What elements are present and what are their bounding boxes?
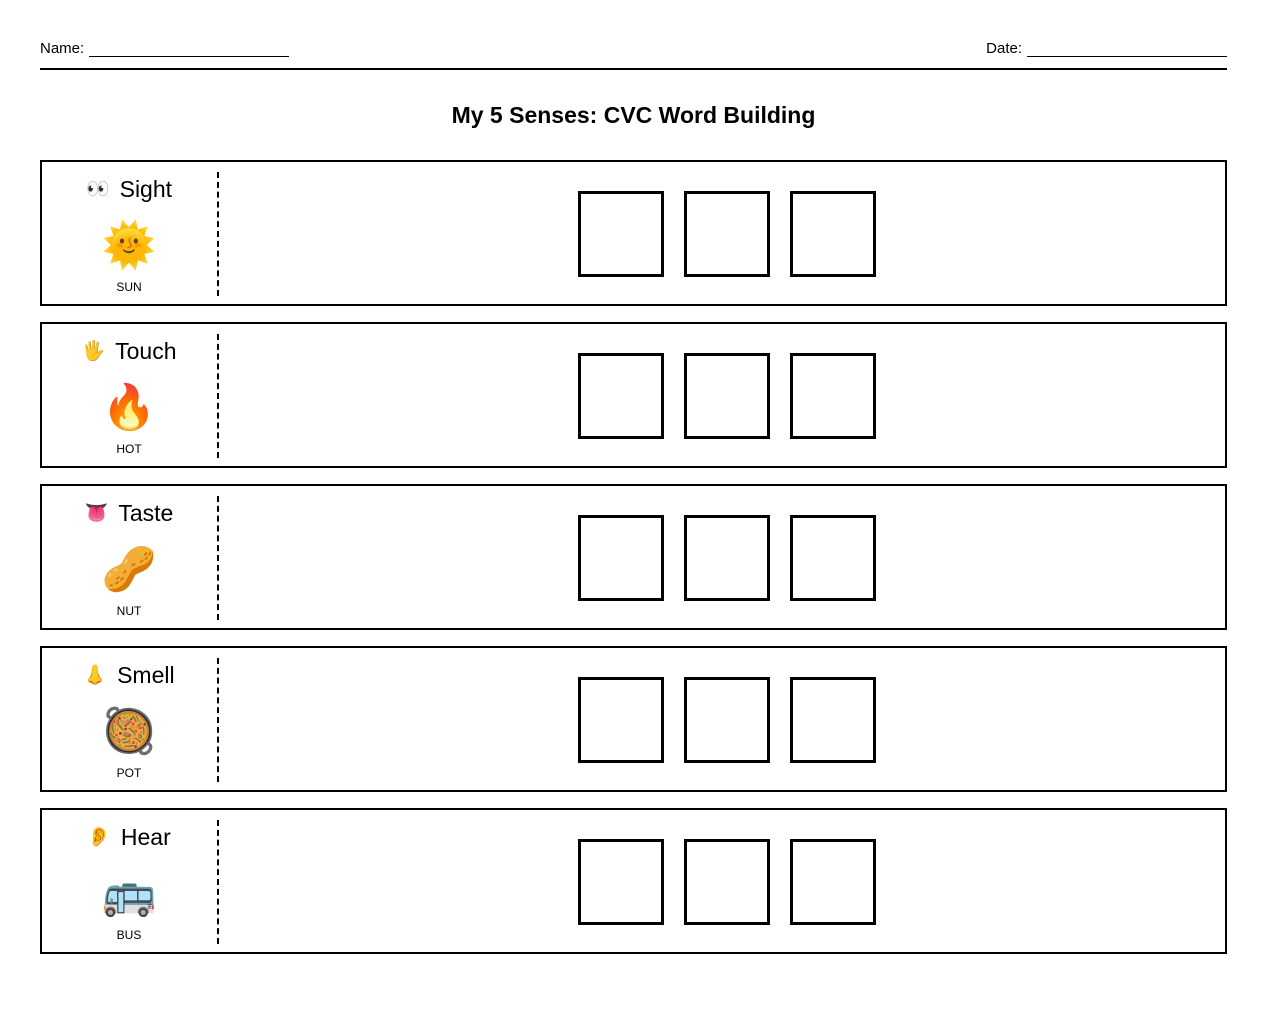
date-label: Date: xyxy=(986,40,1022,57)
sense-label: Sight xyxy=(119,176,173,202)
word-label: NUT xyxy=(116,604,142,618)
letter-box-2[interactable] xyxy=(684,515,770,601)
bus-icon: 🚌 xyxy=(101,869,157,918)
dashed-divider xyxy=(217,334,219,458)
letter-boxes xyxy=(578,677,876,763)
nose-icon: 👃 xyxy=(83,665,108,686)
dashed-divider xyxy=(217,172,219,296)
sun-icon: 🌞 xyxy=(101,221,157,270)
page-title: My 5 Senses: CVC Word Building xyxy=(451,102,816,128)
tongue-icon: 👅 xyxy=(84,503,109,524)
sense-row-touch xyxy=(40,322,1227,468)
sense-row-smell xyxy=(40,646,1227,792)
date-input-line[interactable] xyxy=(1027,42,1227,57)
sense-info xyxy=(42,162,216,304)
sense-label: Hear xyxy=(120,824,171,850)
senses-list xyxy=(40,160,1227,970)
letter-box-3[interactable] xyxy=(790,353,876,439)
letter-boxes xyxy=(578,191,876,277)
sense-info xyxy=(42,810,216,952)
sense-label: Touch xyxy=(115,338,177,364)
sense-row-sight xyxy=(40,160,1227,306)
sense-row-taste xyxy=(40,484,1227,630)
letter-boxes xyxy=(578,515,876,601)
name-label: Name: xyxy=(40,40,85,57)
letter-boxes xyxy=(578,353,876,439)
letter-box-1[interactable] xyxy=(578,191,664,277)
word-label: SUN xyxy=(116,280,142,294)
letter-box-2[interactable] xyxy=(684,191,770,277)
sense-info xyxy=(42,486,216,628)
sense-heading xyxy=(42,338,216,365)
letter-box-3[interactable] xyxy=(790,839,876,925)
word-label: HOT xyxy=(116,442,142,456)
letter-box-2[interactable] xyxy=(684,839,770,925)
sense-label: Smell xyxy=(117,662,175,688)
fire-icon: 🔥 xyxy=(101,383,157,432)
sense-label: Taste xyxy=(118,500,174,526)
sense-info xyxy=(42,324,216,466)
letter-box-3[interactable] xyxy=(790,515,876,601)
word-label: POT xyxy=(116,766,142,780)
sense-heading xyxy=(42,662,216,689)
letter-box-2[interactable] xyxy=(684,353,770,439)
letter-box-3[interactable] xyxy=(790,677,876,763)
dashed-divider xyxy=(217,820,219,944)
pot-icon: 🥘 xyxy=(101,707,157,756)
letter-box-1[interactable] xyxy=(578,839,664,925)
name-field xyxy=(40,40,289,57)
name-input-line[interactable] xyxy=(89,42,289,57)
dashed-divider xyxy=(217,658,219,782)
eyes-icon: 👀 xyxy=(85,179,110,200)
ear-icon: 👂 xyxy=(87,827,111,848)
date-field xyxy=(986,40,1227,57)
word-label: BUS xyxy=(116,928,142,942)
letter-box-1[interactable] xyxy=(578,353,664,439)
letter-box-3[interactable] xyxy=(790,191,876,277)
sense-info xyxy=(42,648,216,790)
sense-row-hear xyxy=(40,808,1227,954)
letter-box-1[interactable] xyxy=(578,677,664,763)
sense-heading xyxy=(42,500,216,527)
peanut-icon: 🥜 xyxy=(101,545,157,594)
sense-heading xyxy=(42,824,216,851)
sense-heading xyxy=(42,176,216,203)
letter-boxes xyxy=(578,839,876,925)
dashed-divider xyxy=(217,496,219,620)
letter-box-1[interactable] xyxy=(578,515,664,601)
worksheet-header xyxy=(40,36,1227,70)
hand-icon: 🖐 xyxy=(81,341,106,362)
letter-box-2[interactable] xyxy=(684,677,770,763)
